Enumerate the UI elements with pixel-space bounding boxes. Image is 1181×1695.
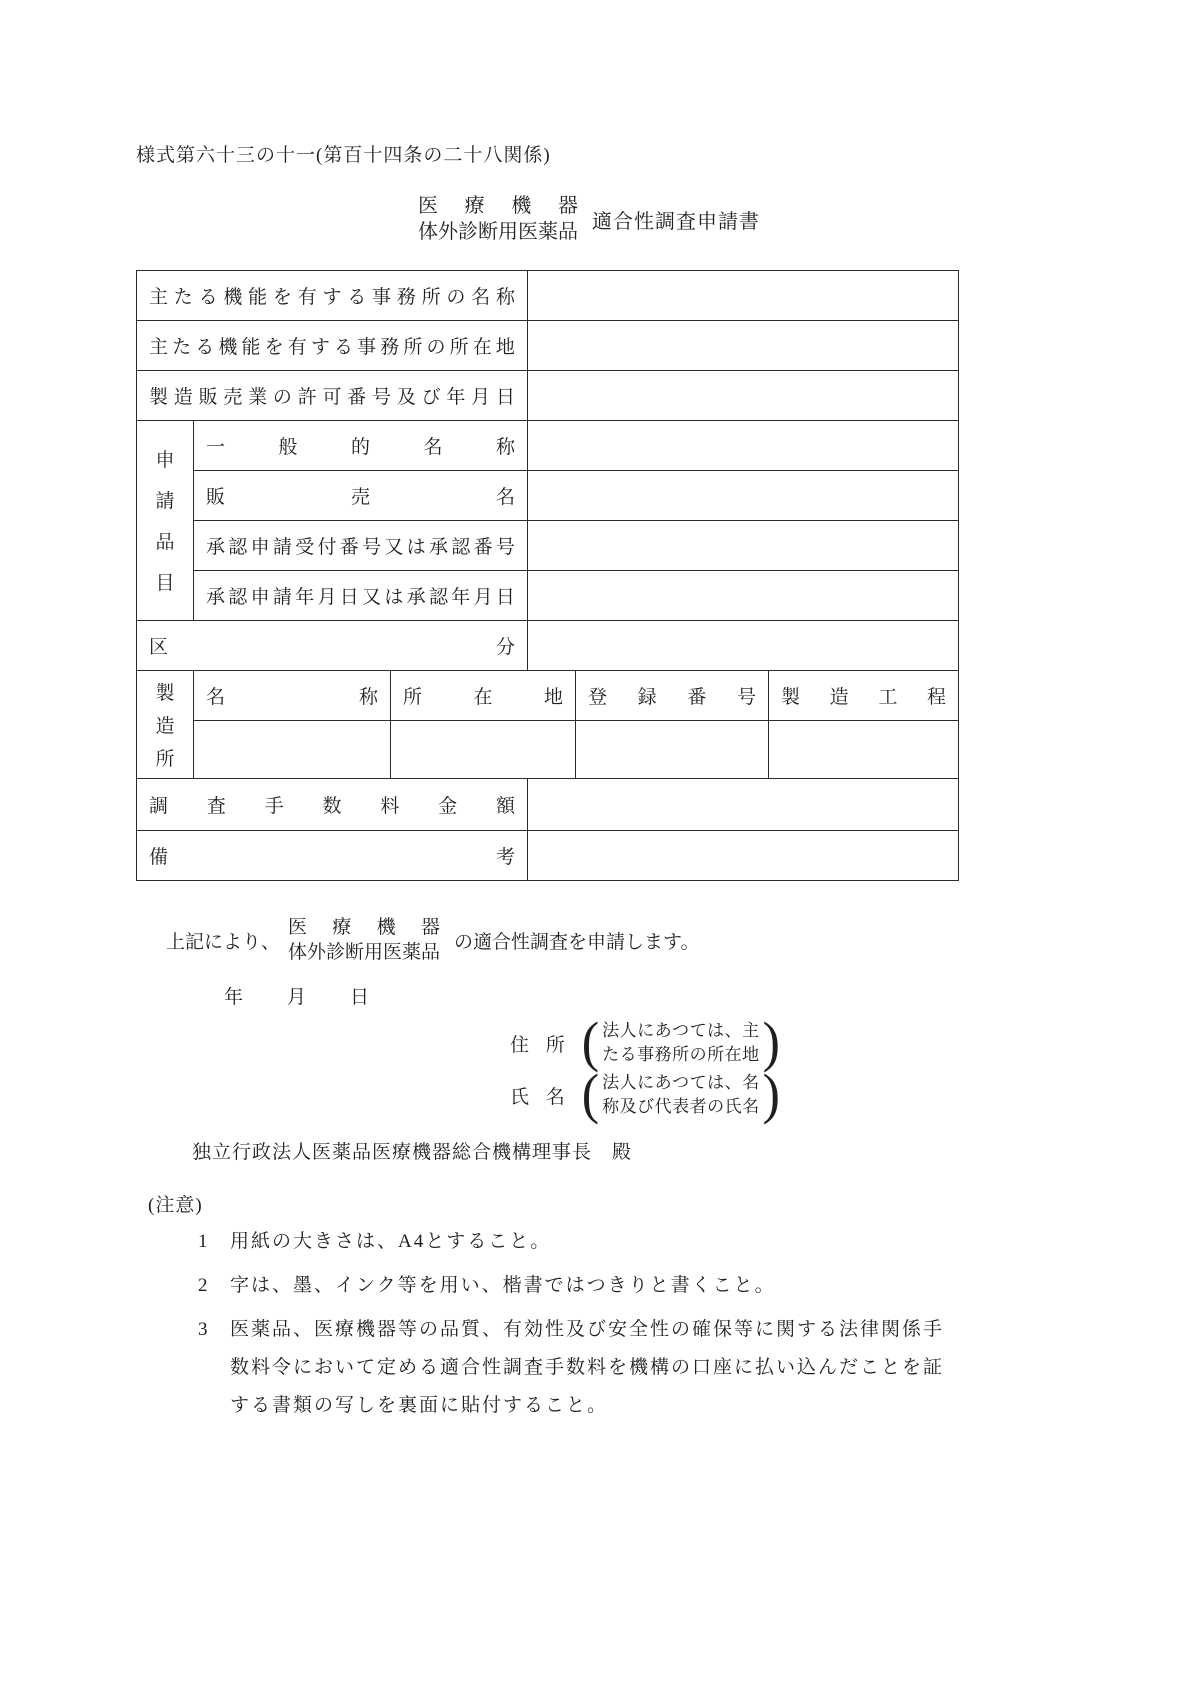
closing-product-stack [288, 915, 440, 966]
manufacturing-process-header-cell [769, 670, 959, 720]
product-type-stack [418, 193, 578, 246]
closing-product-bottom: 体外診断用医薬品 [288, 942, 441, 964]
brand-name-row [137, 470, 959, 520]
brand-name-value-cell [528, 470, 959, 520]
category-label: 区 分 [149, 636, 516, 658]
close-paren: ) [762, 1011, 780, 1074]
factory-label-cell [137, 670, 194, 778]
notes-heading: (注意) [148, 1195, 203, 1217]
address-label: 住 所 [510, 1034, 567, 1056]
factory-name-value-cell [194, 720, 391, 778]
approval-date-label-cell [194, 570, 528, 620]
generic-name-row [137, 420, 959, 470]
approval-date-label: 承 認 申 請 年 月 日 又 は 承 認 年 月 日 [206, 586, 515, 608]
generic-name-value-cell [528, 420, 959, 470]
document-title [136, 193, 958, 246]
remarks-row [137, 830, 959, 880]
office-address-row [137, 320, 959, 370]
name-label: 氏 名 [510, 1086, 567, 1108]
approval-number-label: 承 認 申 請 受 付 番 号 又 は 承 認 番 号 [206, 536, 515, 558]
product-type-bottom: 体外診断用医薬品 [418, 221, 578, 244]
application-items-label: 申 請 品 目 [155, 450, 175, 595]
office-name-value-cell [528, 270, 959, 320]
registration-number-value-cell [576, 720, 769, 778]
brand-name-label-cell [194, 470, 528, 520]
category-label-cell [137, 620, 528, 670]
license-row [137, 370, 959, 420]
application-items-label-cell [137, 420, 194, 620]
application-table [136, 270, 959, 881]
close-paren: ) [762, 1063, 780, 1126]
factory-name-label: 名 称 [206, 686, 378, 708]
fee-value-cell [528, 778, 959, 830]
note-number: 1 [198, 1231, 208, 1253]
license-label: 製 造 販 売 業 の 許 可 番 号 及 び 年 月 日 [149, 386, 515, 408]
license-value-cell [528, 370, 959, 420]
name-note [602, 1071, 760, 1119]
office-address-value-cell [528, 320, 959, 370]
approval-date-row [137, 570, 959, 620]
generic-name-label-cell [194, 420, 528, 470]
factory-header-row [137, 670, 959, 720]
name-note-line1: 法人にあつては、名 [602, 1073, 760, 1093]
open-paren: ( [581, 1063, 600, 1126]
note-text: 医薬品、医療機器等の品質、有効性及び安全性の確保等に関する法律関係手数料令において定める適合性調査手数料を機構の口座に払い込んだことを証する書類の写しを裏面に貼付すること。 [230, 1319, 945, 1417]
approval-number-row [137, 520, 959, 570]
factory-address-label: 所 在 地 [403, 686, 564, 708]
note-text: 用紙の大きさは、A4とすること。 [230, 1231, 552, 1253]
manufacturing-process-label: 製 造 工 程 [781, 686, 946, 708]
office-name-label-cell [137, 270, 528, 320]
product-type-top: 医 療 機 器 [418, 195, 578, 217]
note-number: 3 [198, 1319, 208, 1341]
factory-address-value-cell [391, 720, 576, 778]
office-name-row [137, 270, 959, 320]
note-number: 2 [198, 1275, 208, 1297]
note-item-2 [198, 1267, 1036, 1305]
approval-date-value-cell [528, 570, 959, 620]
notes-section [136, 1190, 1036, 1425]
date-line: 年 月 日 [224, 987, 372, 1009]
approval-number-label-cell [194, 520, 528, 570]
office-address-label: 主 た る 機 能 を 有 す る 事 務 所 の 所 在 地 [149, 336, 515, 358]
note-text: 字は、墨、インク等を用い、楷書ではつきりと書くこと。 [230, 1275, 776, 1297]
manufacturing-process-value-cell [769, 720, 959, 778]
name-row [510, 1063, 1036, 1126]
note-item-3 [198, 1311, 1036, 1425]
closing-suffix: の適合性調査を申請します。 [454, 931, 700, 953]
category-value-cell [528, 620, 959, 670]
category-row [137, 620, 959, 670]
recipient-line: 独立行政法人医薬品医療機器総合機構理事長 殿 [192, 1142, 633, 1164]
address-row [510, 1011, 1036, 1074]
name-note-line2: 称及び代表者の氏名 [602, 1097, 760, 1117]
brand-name-label: 販 売 名 [206, 486, 516, 508]
closing-product-top: 医 療 機 器 [288, 916, 441, 938]
closing-statement [166, 915, 1036, 966]
remarks-label: 備 考 [149, 846, 516, 868]
factory-address-header-cell [391, 670, 576, 720]
factory-label: 製 造 所 [155, 682, 175, 770]
document-name: 適合性調査申請書 [592, 210, 760, 233]
registration-number-header-cell [576, 670, 769, 720]
fee-row [137, 778, 959, 830]
note-item-1 [198, 1223, 1036, 1261]
factory-entry-row [137, 720, 959, 778]
factory-name-header-cell [194, 670, 391, 720]
generic-name-label: 一 般 的 名 称 [206, 436, 516, 458]
remarks-label-cell [137, 830, 528, 880]
address-note-line1: 法人にあつては、主 [602, 1021, 760, 1041]
open-paren: ( [581, 1011, 600, 1074]
form-number: 様式第六十三の十一(第百十四条の二十八関係) [136, 145, 551, 166]
closing-prefix: 上記により、 [166, 931, 281, 953]
office-address-label-cell [137, 320, 528, 370]
registration-number-label: 登 録 番 号 [588, 686, 756, 708]
office-name-label: 主 た る 機 能 を 有 す る 事 務 所 の 名 称 [149, 286, 515, 308]
address-note [602, 1019, 760, 1067]
document-content [136, 140, 1036, 1425]
fee-label-cell [137, 778, 528, 830]
fee-label: 調 査 手 数 料 金 額 [149, 795, 515, 817]
license-label-cell [137, 370, 528, 420]
signature-block [510, 1011, 1036, 1126]
remarks-value-cell [528, 830, 959, 880]
address-note-line2: たる事務所の所在地 [602, 1045, 760, 1065]
approval-number-value-cell [528, 520, 959, 570]
